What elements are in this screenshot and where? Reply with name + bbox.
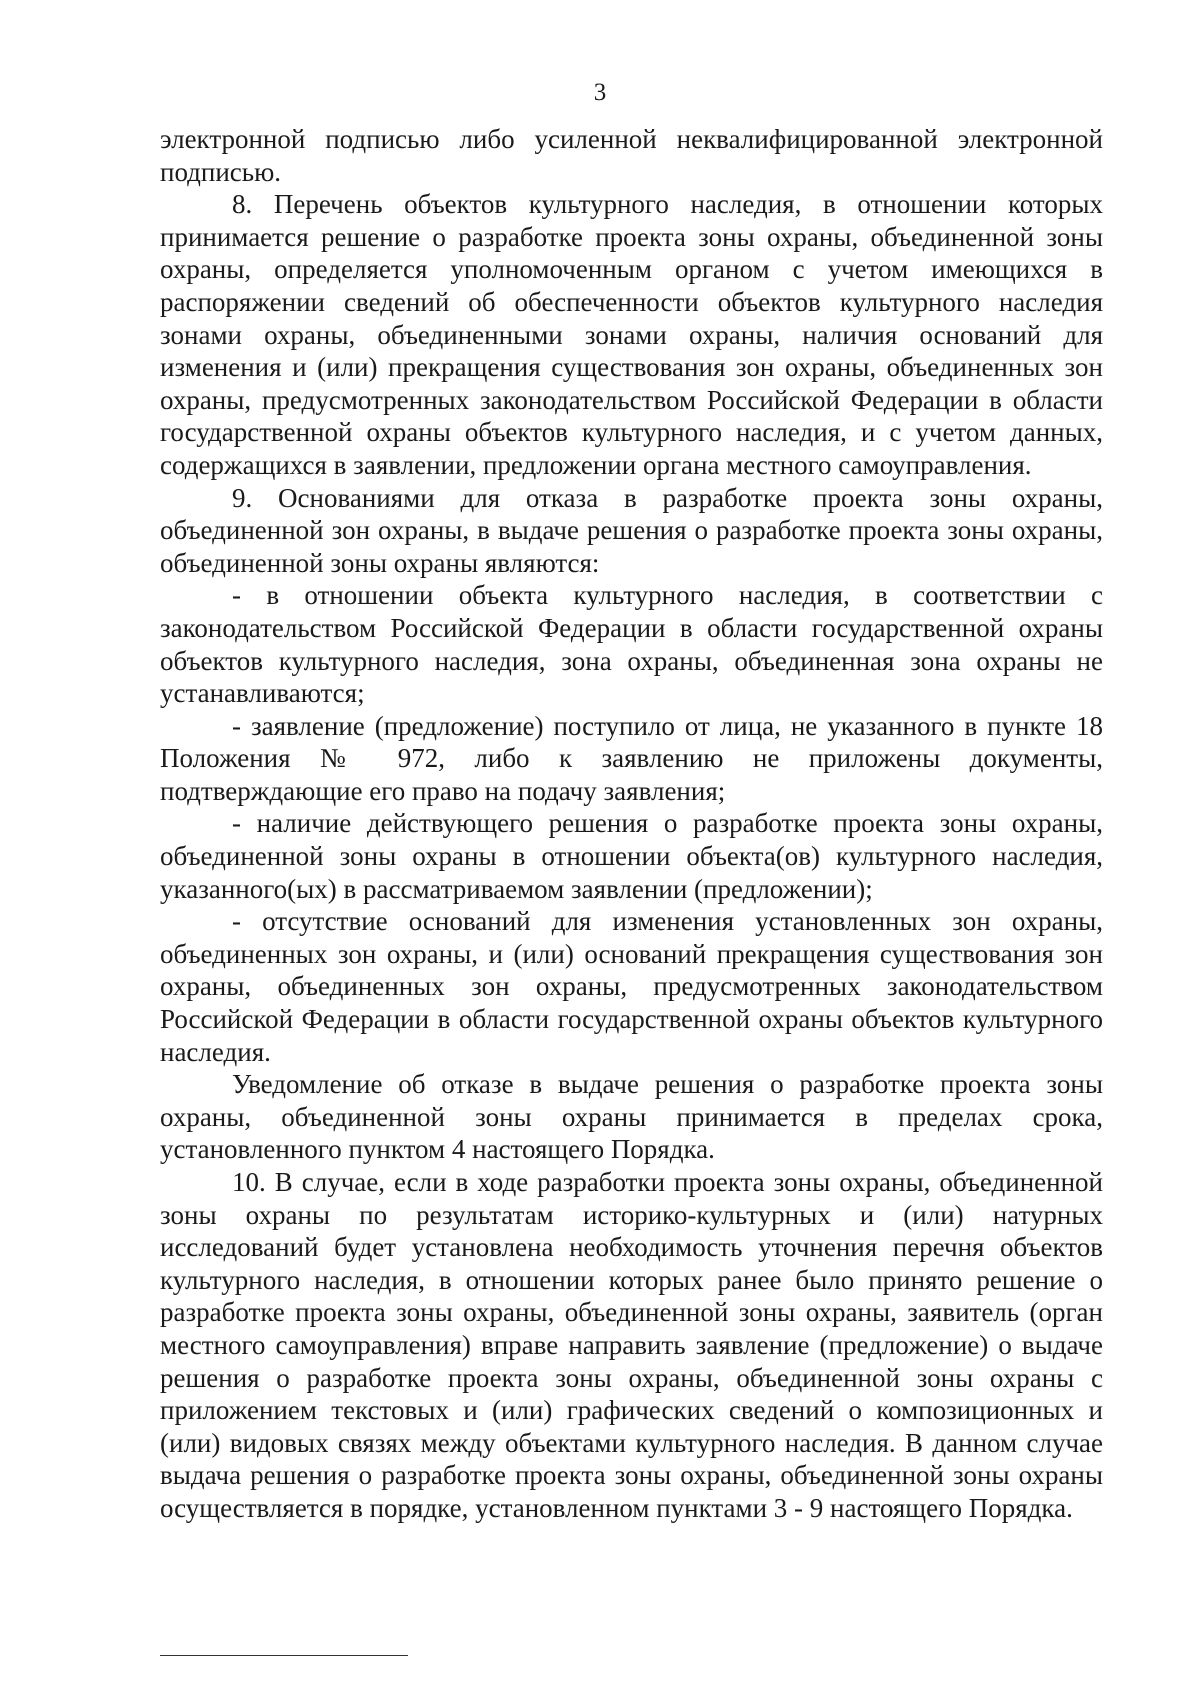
paragraph-item-10: 10. В случае, если в ходе разработки проекта зоны охраны, объединенной зоны охраны по результатам историко-культурных и (или) натурных исследований будет установлена необходимость уточнения перечня объектов культурного наследия, в отношении которых ранее было принято решение о разработке проекта зоны охраны, объединенной зоны охраны, заявитель (орган местного самоуправления) вправе направить заявление (предложение) о выдаче решения о разработке проекта зоны охраны, объединенной зоны охраны с приложением текстовых и (или) графических сведений о композиционных и (или) видовых связях между объектами культурного наследия. В данном случае выдача решения о разработке проекта зоны охраны, объединенной зоны охраны осуществляется в порядке, установленном пунктами 3 - 9 настоящего Порядка. — [160, 1167, 1103, 1523]
list-item-ground-1: - в отношении объекта культурного наследия, в соответствии с законодательством Российской Федерации в области государственной охраны объектов культурного наследия, зона охраны, объединенная зона охраны не устанавливаются; — [160, 580, 1103, 709]
footnote-separator-line — [160, 1655, 408, 1656]
list-item-ground-4: - отсутствие оснований для изменения установленных зон охраны, объединенных зон охраны, и (или) оснований прекращения существования зон охраны, объединенных зон охраны, предусмотренных законодательством Российской Федерации в области государственной охраны объектов культурного наследия. — [160, 906, 1103, 1067]
paragraph-item-9: 9. Основаниями для отказа в разработке проекта зоны охраны, объединенной зон охраны, в выдаче решения о разработке проекта зоны охраны, объединенной зоны охраны являются: — [160, 482, 1103, 578]
paragraph-continuation: электронной подписью либо усиленной неквалифицированной электронной подписью. — [160, 124, 1103, 187]
list-item-ground-2: - заявление (предложение) поступило от лица, не указанного в пункте 18 Положения № 972, либо к заявлению не приложены документы, подтверждающие его право на подачу заявления; — [160, 710, 1103, 806]
document-body — [160, 123, 1103, 1525]
paragraph-item-8: 8. Перечень объектов культурного наследия, в отношении которых принимается решение о разработке проекта зоны охраны, объединенной зоны охраны, определяется уполномоченным органом с учетом имеющихся в распоряжении сведений об обеспеченности объектов культурного наследия зонами охраны, объединенными зонами охраны, наличия оснований для изменения и (или) прекращения существования зон охраны, объединенных зон охраны, предусмотренных законодательством Российской Федерации в области государственной охраны объектов культурного наследия, и с учетом данных, содержащихся в заявлении, предложении органа местного самоуправления. — [160, 189, 1103, 480]
paragraph-refusal-notice: Уведомление об отказе в выдаче решения о разработке проекта зоны охраны, объединенной зоны охраны принимается в пределах срока, установленного пунктом 4 настоящего Порядка. — [160, 1069, 1103, 1165]
list-item-ground-3: - наличие действующего решения о разработке проекта зоны охраны, объединенной зоны охраны в отношении объекта(ов) культурного наследия, указанного(ых) в рассматриваемом заявлении (предложении); — [160, 808, 1103, 904]
page-number: 3 — [593, 79, 607, 106]
